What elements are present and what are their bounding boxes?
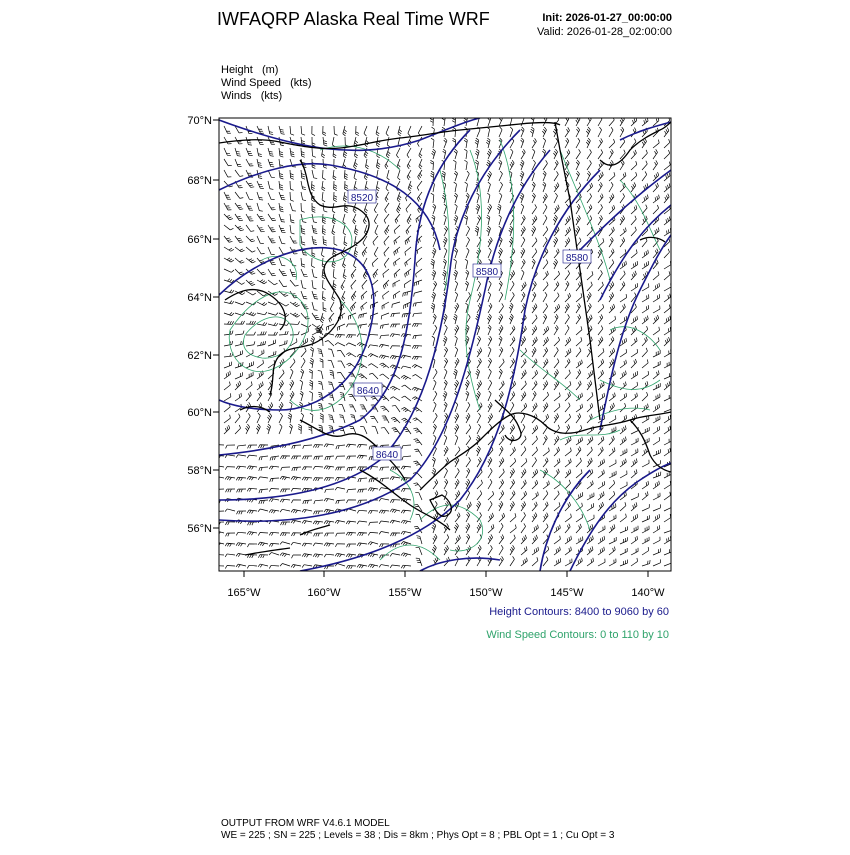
lon-label: 155°W [388, 587, 422, 599]
field-winds-name: Winds [221, 90, 252, 102]
valid-time: Valid: 2026-01-28_02:00:00 [537, 26, 672, 38]
lon-label: 150°W [469, 587, 503, 599]
lon-label: 140°W [631, 587, 665, 599]
contour-label [373, 447, 401, 461]
wind-speed-contour-note: Wind Speed Contours: 0 to 110 by 10 [486, 629, 669, 641]
svg-text:8580: 8580 [475, 267, 499, 278]
contour-label [354, 383, 382, 397]
contour-label [563, 250, 591, 264]
svg-text:8580: 8580 [565, 253, 589, 264]
svg-text:8520: 8520 [350, 193, 374, 204]
field-wind-speed-unit: (kts) [290, 77, 312, 89]
contour-label [473, 264, 501, 278]
field-wind-speed-name: Wind Speed [221, 77, 281, 89]
lat-labels [187, 115, 212, 535]
lat-label: 58°N [187, 465, 212, 477]
footer-model: OUTPUT FROM WRF V4.6.1 MODEL [221, 818, 390, 829]
title: IWFAQRP Alaska Real Time WRF [217, 9, 490, 29]
field-height-name: Height [221, 64, 253, 76]
lat-label: 60°N [187, 407, 212, 419]
field-height-unit: (m) [261, 64, 279, 76]
lon-label: 145°W [550, 587, 584, 599]
init-time: Init: 2026-01-27_00:00:00 [542, 12, 672, 24]
lat-label: 56°N [187, 523, 212, 535]
field-winds-unit: (kts) [260, 90, 283, 102]
lon-label: 160°W [307, 587, 341, 599]
lon-label: 165°W [227, 587, 261, 599]
lon-labels [227, 587, 665, 599]
footer-settings: WE = 225 ; SN = 225 ; Levels = 38 ; Dis = 8km ; Phys Opt = 8 ; PBL Opt = 1 ; Cu Opt = 3 [221, 830, 615, 841]
lat-label: 66°N [187, 234, 212, 246]
lat-label: 70°N [187, 115, 212, 127]
lat-label: 64°N [187, 292, 212, 304]
svg-text:8640: 8640 [375, 450, 399, 461]
lat-label: 62°N [187, 350, 212, 362]
lat-label: 68°N [187, 175, 212, 187]
height-contour-note: Height Contours: 8400 to 9060 by 60 [489, 606, 669, 618]
svg-text:8640: 8640 [356, 386, 380, 397]
contour-label [348, 190, 376, 204]
